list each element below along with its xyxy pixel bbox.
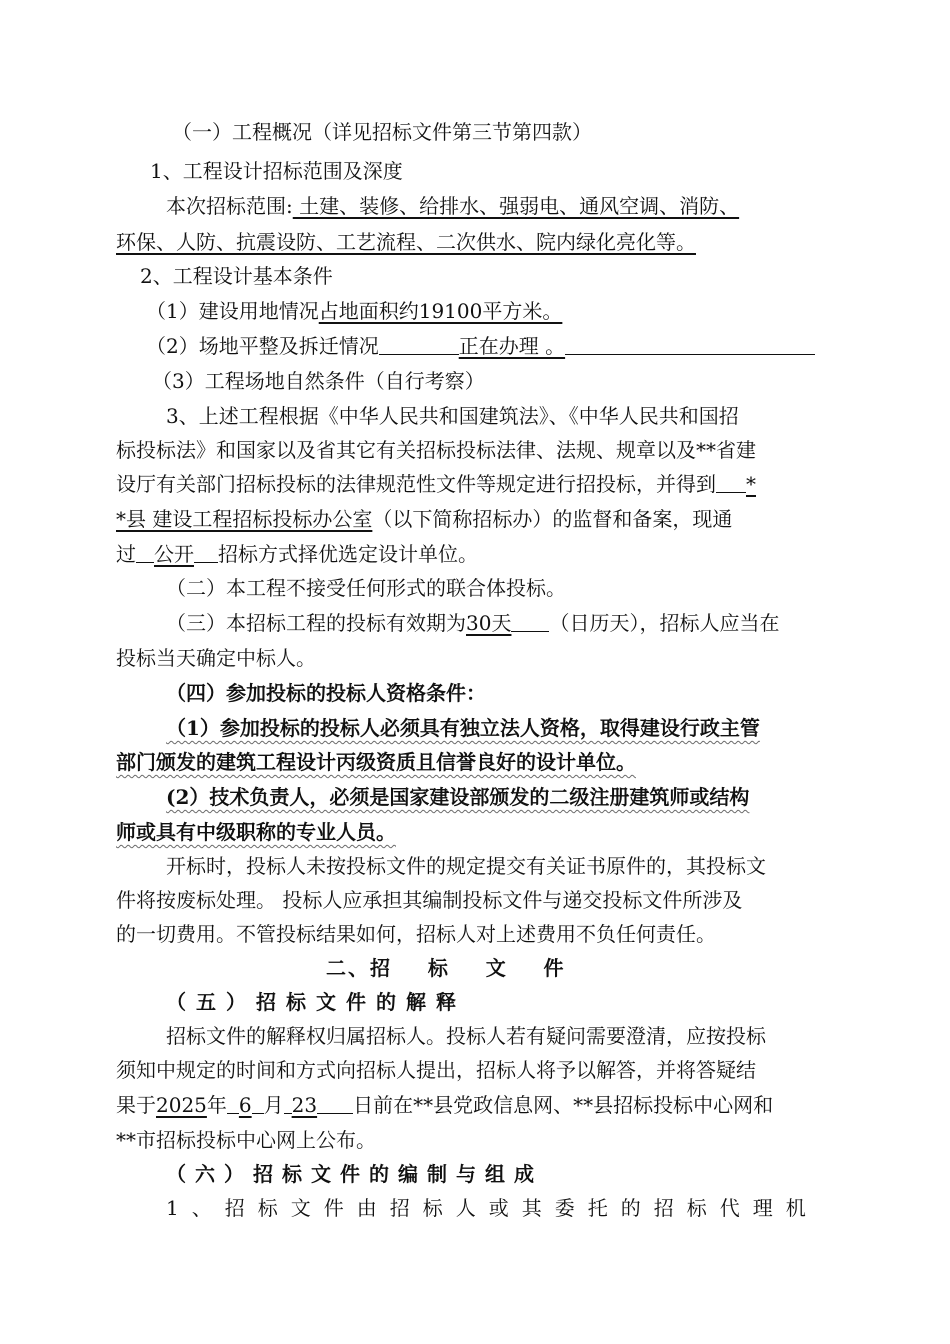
- para-3-line-4: *县 建设工程招标投标办公室（以下简称招标办）的监督和备案，现通: [116, 507, 733, 531]
- validity-line-1: （三）本招标工程的投标有效期为30天 （日历天），招标人应当在: [166, 611, 780, 635]
- bid-opening-line-2: 件将按废标处理。 投标人应承担其编制投标文件与递交投标文件所涉及: [116, 888, 743, 912]
- qualification-1-line-2: 部门颁发的建筑工程设计丙级资质且信誉良好的设计单位。: [116, 750, 636, 774]
- validity-line-2: 投标当天确定中标人。: [116, 646, 316, 670]
- para-3-line-1: 3、上述工程根据《中华人民共和国建筑法》、《中华人民共和国招: [166, 404, 739, 428]
- section-6-heading: （六）招标文件的编制与组成: [166, 1162, 543, 1186]
- para-3-line-2: 标投标法》和国家以及省其它有关招标投标法律、法规、规章以及**省建: [116, 438, 756, 462]
- para-3-line-3: 设厅有关部门招标投标的法律规范性文件等规定进行招投标，并得到 *: [116, 472, 756, 496]
- para-3-line-5: 过 公开 招标方式择优选定设计单位。: [116, 542, 478, 566]
- land-use-line: （1）建设用地情况占地面积约19100平方米。: [146, 299, 563, 323]
- chapter-2-title: 二、招 标 文 件: [326, 956, 566, 980]
- qualification-1-line-1: （1）参加投标的投标人必须具有独立法人资格，取得建设行政主管: [166, 716, 760, 740]
- site-conditions-line: （3）工程场地自然条件（自行考察）: [152, 369, 485, 393]
- compilation-line-1: 1、招标文件由招标人或其委托的招标代理机: [166, 1196, 819, 1220]
- bid-opening-line-1: 开标时，投标人未按投标文件的规定提交有关证书原件的，其投标文: [166, 854, 766, 878]
- section-4-heading: （四）参加投标的投标人资格条件：: [166, 681, 486, 705]
- site-clearing-line: （2）场地平整及拆迁情况 正在办理 。: [146, 332, 950, 360]
- interpretation-line-4: **市招标投标中心网上公布。: [116, 1128, 376, 1152]
- item-1-heading: 1、工程设计招标范围及深度: [150, 159, 403, 183]
- scope-line-2: 环保、人防、抗震设防、工艺流程、二次供水、院内绿化亮化等。: [116, 230, 696, 254]
- interpretation-line-2: 须知中规定的时间和方式向招标人提出，招标人将予以解答，并将答疑结: [116, 1058, 756, 1082]
- section-1-heading: （一）工程概况（详见招标文件第三节第四款）: [172, 120, 592, 144]
- interpretation-line-3: 果于2025年 6 月 23 日前在**县党政信息网、**县招标投标中心网和: [116, 1093, 774, 1117]
- interpretation-line-1: 招标文件的解释权归属招标人。投标人若有疑问需要澄清，应按投标: [166, 1024, 766, 1048]
- qualification-2-line-1: (2）技术负责人，必须是国家建设部颁发的二级注册建筑师或结构: [166, 785, 750, 809]
- scope-line-1: 本次招标范围: 土建、装修、给排水、强弱电、通风空调、消防、: [166, 194, 740, 218]
- item-2-heading: 2、工程设计基本条件: [140, 264, 333, 288]
- section-5-heading: （五）招标文件的解释: [166, 990, 466, 1014]
- bid-opening-line-3: 的一切费用。不管投标结果如何，招标人对上述费用不负任何责任。: [116, 922, 716, 946]
- section-2-text: （二）本工程不接受任何形式的联合体投标。: [166, 576, 566, 600]
- qualification-2-line-2: 师或具有中级职称的专业人员。: [116, 820, 396, 844]
